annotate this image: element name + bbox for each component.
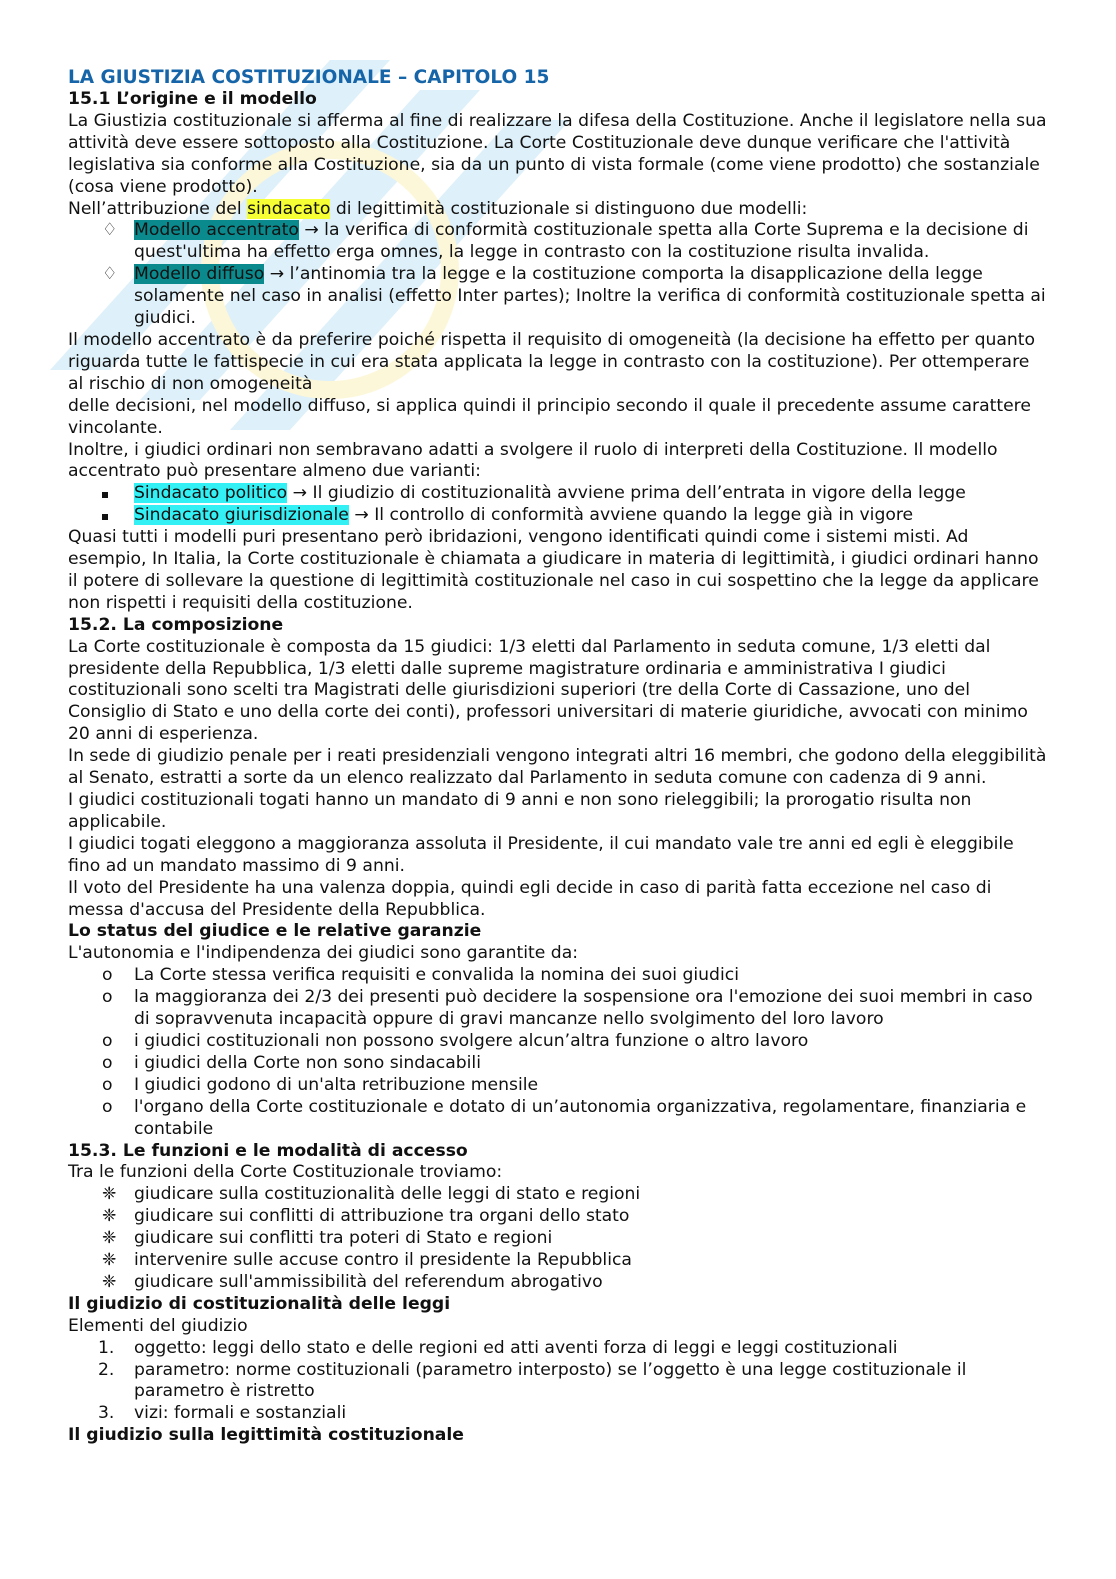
paragraph: La Giustizia costituzionale si afferma al fine di realizzare la difesa della Costituzione. Anche il legislatore nella sua attività deve essere sottoposto alla Costituzione. La Corte Costituzionale deve dunque verificare che l'attività legislativa sia conforme alla Costituzione, sia da un punto di vista formale (come viene prodotto) che sostanziale (cosa viene prodotto). [68,110,1047,197]
paragraph: L'autonomia e l'indipendenza dei giudici sono garantite da: [68,943,579,964]
highlight-term: Sindacato politico [134,483,288,504]
circle-bullet-icon: o [102,1074,113,1095]
list-item: ❈ intervenire sulle accuse contro il presidente la Repubblica [102,1250,632,1271]
document-page [68,67,1048,1447]
square-bullet-icon [102,483,108,505]
models-list [68,220,1048,330]
list-item: o la maggioranza dei 2/3 dei presenti può decidere la sospensione ora l'emozione dei suoi membri in caso di sopravvenuta incapacità oppure di gravi mancanze nello svolgimento del loro lavoro [102,987,1033,1030]
subheading-status: Lo status del giudice e le relative garanzie [68,921,482,942]
circle-bullet-icon: o [102,1096,113,1117]
functions-list [68,1184,1048,1294]
highlight-term: Modello accentrato [134,220,299,241]
list-item: Sindacato politico → Il giudizio di costituzionalità avviene prima dell’entrata in vigore della legge [68,483,1048,505]
list-item: o l'organo della Corte costituzionale e dotato di un’autonomia organizzativa, regolamentare, finanziaria e contabile [102,1096,1027,1139]
square-bullet-icon [102,505,108,527]
list-item: ❈ giudicare sui conflitti di attribuzione tra organi dello stato [102,1206,630,1227]
highlight-term: Sindacato giurisdizionale [134,505,349,526]
section-heading-origin: 15.1 L’origine e il modello [68,89,317,109]
diamond-bullet-icon: ♢ [102,264,118,285]
list-number: 2. [98,1359,115,1380]
list-item: 3. vizi: formali e sostanziali [98,1403,347,1424]
list-number: 1. [98,1337,115,1358]
list-item: o i giudici della Corte non sono sindacabili [102,1052,481,1073]
circle-bullet-icon: o [102,987,113,1008]
paragraph: Quasi tutti i modelli puri presentano però ibridazioni, vengono identificati quindi come i sistemi misti. Ad esempio, In Italia, la Corte costituzionale è chiamata a giudicare in materia di legittimità, i giudici ordinari hanno il potere di sollevare la questione di legittimità costituzionale nel caso in cui sospettino che la legge da applicare non rispetti i requisiti della costituzione. [68,527,1039,613]
circle-bullet-icon: o [102,1052,113,1073]
asterisk-bullet-icon: ❈ [102,1228,117,1249]
circle-bullet-icon: o [102,965,113,986]
paragraph: Elementi del giudizio [68,1315,248,1336]
list-item: ❈ giudicare sulla costituzionalità delle leggi di stato e regioni [102,1184,641,1205]
asterisk-bullet-icon: ❈ [102,1271,117,1292]
list-item: 2. parametro: norme costituzionali (parametro interposto) se l’oggetto è una legge costituzionale il parametro è ristretto [98,1359,967,1402]
highlight-term: Modello diffuso [134,264,265,285]
paragraph: Nell’attribuzione del sindacato di legittimità costituzionale si distinguono due modelli: [68,198,808,219]
paragraph: Il voto del Presidente ha una valenza doppia, quindi egli decide in caso di parità fatta eccezione nel caso di messa d'accusa del Presidente della Repubblica. [68,877,992,920]
list-item: ❈ giudicare sui conflitti tra poteri di Stato e regioni [102,1228,553,1249]
list-item: 1. oggetto: leggi dello stato e delle regioni ed atti aventi forza di leggi e leggi costituzionali [98,1337,898,1358]
paragraph: Inoltre, i giudici ordinari non sembravano adatti a svolgere il ruolo di interpreti della Costituzione. Il modello accentrato può presentare almeno due varianti: [68,439,998,482]
elements-list [68,1338,1048,1426]
asterisk-bullet-icon: ❈ [102,1206,117,1227]
paragraph: delle decisioni, nel modello diffuso, si applica quindi il principio secondo il quale il precedente assume carattere vincolante. [68,395,1031,438]
variants-list [68,483,1048,527]
list-item: o La Corte stessa verifica requisiti e convalida la nomina dei suoi giudici [102,965,739,986]
document-title: LA GIUSTIZIA COSTITUZIONALE – CAPITOLO 15 [68,67,550,88]
paragraph: In sede di giudizio penale per i reati presidenziali vengono integrati altri 16 membri, che godono della eleggibilità al Senato, estratti a sorte da un elenco realizzato dal Parlamento in seduta comune con cadenza di 9 anni. [68,746,1047,789]
list-item: o i giudici costituzionali non possono svolgere alcun’altra funzione o altro lavoro [102,1030,809,1051]
subheading-judgment: Il giudizio di costituzionalità delle leggi [68,1293,451,1314]
highlight-sindacato: sindacato [247,198,331,219]
list-number: 3. [98,1403,115,1424]
guarantees-list [68,965,1048,1140]
paragraph: Tra le funzioni della Corte Costituzionale troviamo: [68,1162,503,1183]
paragraph: Il modello accentrato è da preferire poiché rispetta il requisito di omogeneità (la decisione ha effetto per quanto riguarda tutte le fattispecie in cui era stata applicata la legge in contrasto con la costituzione). Per ottemperare al rischio di non omogeneità [68,329,1036,394]
subheading-legitimacy: Il giudizio sulla legittimità costituzionale [68,1425,464,1446]
list-item: ❈ giudicare sull'ammissibilità del referendum abrogativo [102,1271,603,1292]
circle-bullet-icon: o [102,1030,113,1051]
paragraph: I giudici costituzionali togati hanno un mandato di 9 anni e non sono rieleggibili; la prorogatio risulta non applicabile. [68,790,972,832]
asterisk-bullet-icon: ❈ [102,1184,117,1205]
diamond-bullet-icon: ♢ [102,220,118,241]
list-item: Sindacato giurisdizionale → Il controllo di conformità avviene quando la legge già in vigore [68,505,1048,527]
section-heading-functions: 15.3. Le funzioni e le modalità di accesso [68,1140,468,1161]
section-heading-composition: 15.2. La composizione [68,614,284,635]
list-item: ♢ Modello accentrato → la verifica di conformità costituzionale spetta alla Corte Suprema e la decisione di quest'ultima ha effetto erga omnes, la legge in contrasto con la costituzione risulta invalida. [102,220,1029,263]
asterisk-bullet-icon: ❈ [102,1250,117,1271]
list-item: o I giudici godono di un'alta retribuzione mensile [102,1074,539,1095]
paragraph: I giudici togati eleggono a maggioranza assoluta il Presidente, il cui mandato vale tre anni ed egli è eleggibile fino ad un mandato massimo di 9 anni. [68,833,1014,876]
list-item: ♢ Modello diffuso → l’antinomia tra la legge e la costituzione comporta la disapplicazione della legge solamente nel caso in analisi (effetto Inter partes); Inoltre la verifica di conformità costituzionale spetta ai giudici. [102,264,1046,329]
paragraph: La Corte costituzionale è composta da 15 giudici: 1/3 eletti dal Parlamento in seduta comune, 1/3 eletti dal presidente della Repubblica, 1/3 eletti dalle supreme magistrature ordinaria e amministrativa I giudici costituzionali sono scelti tra Magistrati delle giurisdizioni superiori (tre della Corte di Cassazione, uno del Consiglio di Stato e uno della corte dei conti), professori universitari di materie giuridiche, avvocati con minimo 20 anni di esperienza. [68,636,1028,745]
